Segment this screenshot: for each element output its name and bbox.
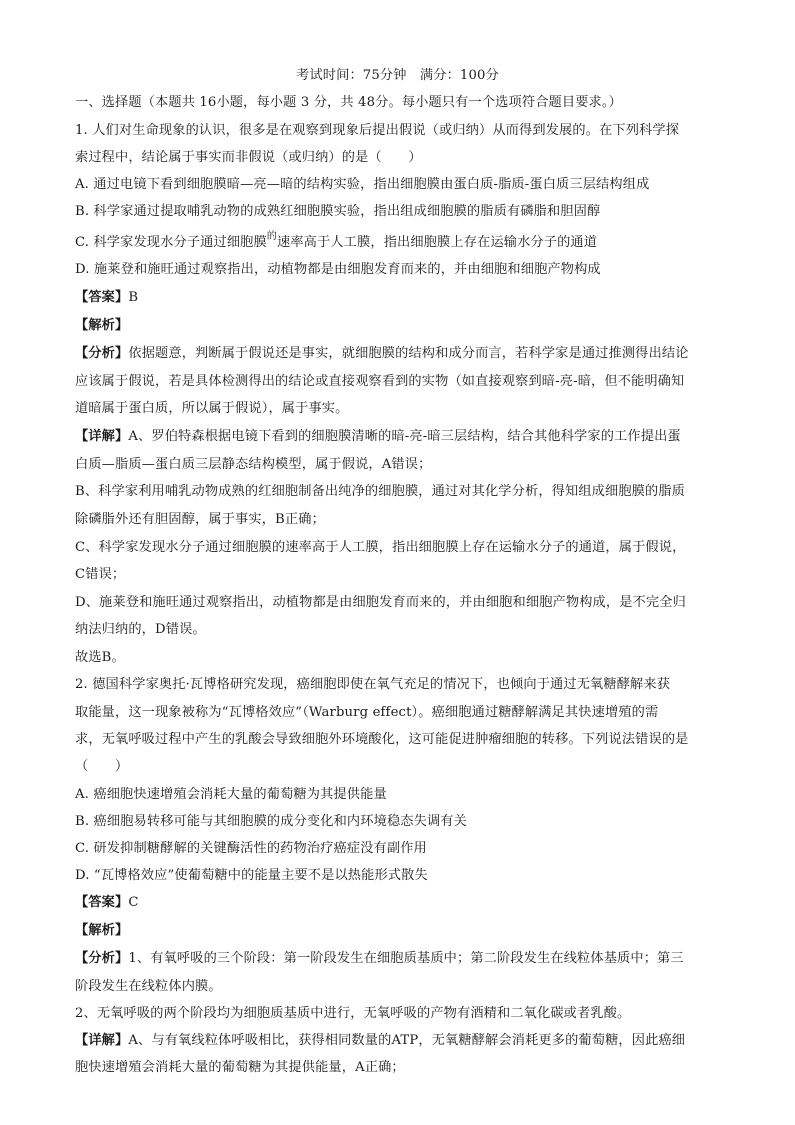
q1-detail-line-7: D、施莱登和施旺通过观察指出，动植物都是由细胞发育而来的，并由细胞和细胞产物构成，是不完全归: [75, 595, 686, 610]
q2-answer-value: C: [128, 895, 139, 910]
q1-detail-line-1: 【详解】A、罗伯特森根据电镜下看到的细胞膜清晰的暗-亮-暗三层结构，结合其他科学家的工作提出蛋: [75, 429, 681, 444]
q1-stem-line-2: 索过程中，结论属于事实而非假说（或归纳）的是（ ）: [75, 150, 422, 165]
q1-option-a: A. 通过电镜下看到细胞膜暗—亮—暗的结构实验，指出细胞膜由蛋白质-脂质-蛋白质三层结构组成: [75, 177, 650, 192]
q1-detail-line-3: B、科学家利用哺乳动物成熟的红细胞制备出纯净的细胞膜，通过对其化学分析，得知组成细胞膜的脂质: [75, 484, 686, 499]
q1-fenxi-line-3: 道暗属于蛋白质，所以属于假说），属于事实。: [75, 401, 349, 416]
q1-answer: [75, 288, 735, 308]
q2-analysis-tag: 【解析】: [75, 923, 129, 938]
q2-stem-line-4: （ ）: [75, 759, 129, 774]
q1-detail-line-4: 除磷脂外还有胆固醇，属于事实，B正确；: [75, 512, 325, 527]
q1-detail-line-9: 故选B。: [75, 650, 125, 665]
q2-option-a: A. 癌细胞快速增殖会消耗大量的葡萄糖为其提供能量: [75, 787, 387, 802]
q1-analysis-tag: 【解析】: [75, 318, 129, 333]
q2-option-d: D. “瓦博格效应”使葡萄糖中的能量主要不是以热能形式散失: [75, 868, 428, 883]
section-heading: 一、选择题（本题共 16小题，每小题 3 分，共 48分。每小题只有一个选项符合题目要求。）: [75, 95, 622, 110]
q2-answer: [75, 893, 735, 913]
q1-detail-line-6: C错误；: [75, 567, 126, 582]
q1-answer-value: B: [128, 290, 139, 305]
q1-option-c-pre: C. 科学家发现水分子通过细胞膜: [75, 235, 267, 250]
q1-option-c-sup: 的: [266, 231, 277, 242]
q1-detail-line-5: C、科学家发现水分子通过细胞膜的速率高于人工膜，指出细胞膜上存在运输水分子的通道，属于假说，: [75, 540, 686, 555]
q1-stem-line-1: 1. 人们对生命现象的认识，很多是在观察到现象后提出假说（或归纳）从而得到发展的。在下列科学探: [75, 123, 680, 138]
q1-detail-line-2: 白质—脂质—蛋白质三层静态结构模型，属于假说，A错误；: [75, 457, 432, 472]
q1-option-b: B. 科学家通过提取哺乳动物的成熟红细胞膜实验，指出组成细胞膜的脂质有磷脂和胆固醇: [75, 204, 601, 219]
q2-fenxi-line-2: 阶段发生在线粒体内膜。: [75, 979, 222, 994]
q1-fenxi-line-2: 应该属于假说，若是具体检测得出的结论或直接观察看到的实物（如直接观察到暗-亮-暗，但不能明确知: [75, 374, 685, 389]
q2-option-c: C. 研发抑制糖酵解的关键酶活性的药物治疗癌症没有副作用: [75, 841, 427, 856]
q2-answer-tag: 【答案】: [75, 895, 129, 910]
q1-xiangjie-tag: 【详解】: [75, 429, 129, 444]
q2-xiangjie-tag: 【详解】: [75, 1033, 129, 1048]
q2-fenxi-tag: 【分析】: [75, 951, 129, 966]
q1-option-c: [75, 233, 735, 254]
q2-fenxi-line-3: 2、无氧呼吸的两个阶段均为细胞质基质中进行，无氧呼吸的产物有酒精和二氧化碳或者乳酸。: [75, 1006, 631, 1021]
q1-fenxi-tag: 【分析】: [75, 346, 129, 361]
q2-detail-line-1: 【详解】A、与有氧线粒体呼吸相比，获得相同数量的ATP，无氧糖酵解会消耗更多的葡萄糖，因此癌细: [75, 1033, 686, 1048]
q1-detail-line-8: 纳法归纳的，D错误。: [75, 622, 206, 637]
q1-option-c-post: 速率高于人工膜，指出细胞膜上存在运输水分子的通道: [277, 235, 598, 250]
q1-option-d: D. 施莱登和施旺通过观察指出，动植物都是由细胞发育而来的，并由细胞和细胞产物构成: [75, 262, 601, 277]
q2-stem-line-2: 取能量，这一现象被称为“瓦博格效应”（Warburg effect）。癌细胞通过糖酵解满足其快速增殖的需: [75, 705, 659, 720]
q2-stem-line-3: 求，无氧呼吸过程中产生的乳酸会导致细胞外环境酸化，这可能促进肿瘤细胞的转移。下列说法错误的是: [75, 732, 689, 747]
q2-stem-line-1: 2. 德国科学家奥托·瓦博格研究发现，癌细胞即使在氧气充足的情况下，也倾向于通过无氧糖酵解来获: [75, 677, 671, 692]
q2-detail-line-2: 胞快速增殖会消耗大量的葡萄糖为其提供能量，A正确；: [75, 1060, 405, 1075]
q1-answer-tag: 【答案】: [75, 290, 129, 305]
exam-info-header: 考试时间：75分钟 满分：100分: [296, 68, 499, 83]
q2-fenxi-line-1: 【分析】1、有氧呼吸的三个阶段：第一阶段发生在细胞质基质中；第二阶段发生在线粒体基质中；第三: [75, 951, 684, 966]
q1-fenxi-line-1: 【分析】依据题意，判断属于假说还是事实，就细胞膜的结构和成分而言，若科学家是通过推测得出结论: [75, 346, 689, 361]
q2-option-b: B. 癌细胞易转移可能与其细胞膜的成分变化和内环境稳态失调有关: [75, 814, 467, 829]
